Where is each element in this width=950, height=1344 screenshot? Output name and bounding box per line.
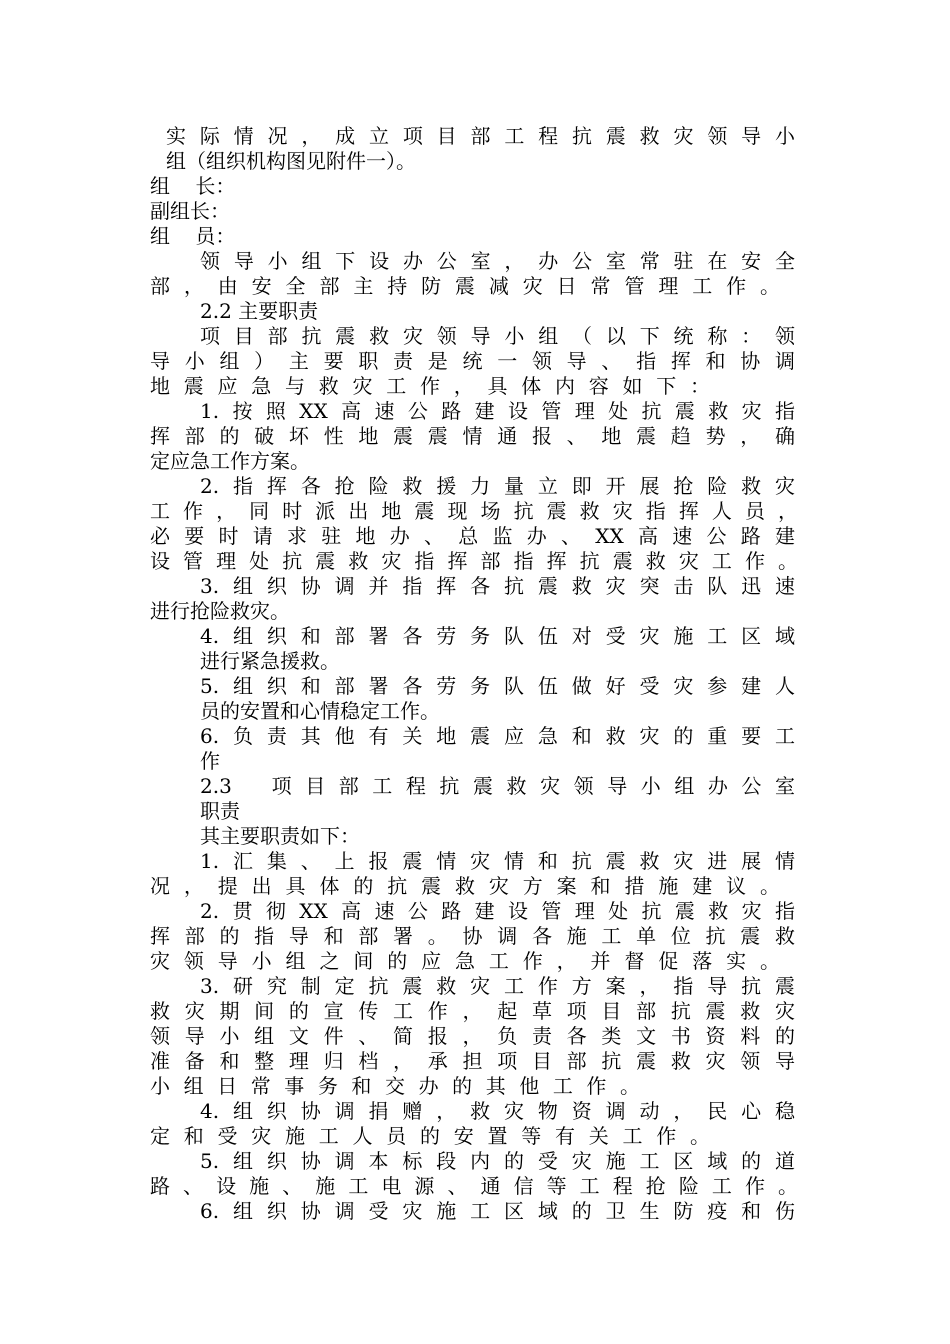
- text-line: 设管理处抗震救灾指挥部指挥抗震救灾工作。: [150, 549, 798, 573]
- text-line: 组 长：: [150, 174, 236, 198]
- text-line: 6.负责其他有关地震应急和救灾的重要工: [200, 724, 795, 748]
- text-line: 准备和整理归档，承担项目部抗震救灾领导: [150, 1049, 795, 1073]
- text-line: 救灾期间的宣传工作，起草项目部抗震救灾: [150, 999, 795, 1023]
- text-line: 5.组织协调本标段内的受灾施工区域的道: [200, 1149, 795, 1173]
- text-line: 地震应急与救灾工作，具体内容如下：: [150, 374, 710, 398]
- text-line: 进行紧急援救。: [200, 649, 340, 673]
- text-line: 组 员：: [150, 224, 236, 248]
- text-line: 定和受灾施工人员的安置等有关工作。: [150, 1124, 710, 1148]
- text-line: 2.贯彻XX高速公路建设管理处抗震救灾指: [200, 899, 795, 923]
- text-line: 作: [200, 749, 220, 773]
- text-line: 6.组织协调受灾施工区域的卫生防疫和伤: [200, 1199, 795, 1223]
- text-line: 导小组）主要职责是统一领导、指挥和协调: [150, 349, 795, 373]
- text-line: 4.组织协调捐赠，救灾物资调动，民心稳: [200, 1099, 795, 1123]
- text-line: 项目部抗震救灾领导小组（以下统称：领: [200, 324, 795, 348]
- text-line: 组（组织机构图见附件一）。: [166, 149, 416, 173]
- text-line: 3.研究制定抗震救灾工作方案，指导抗震: [200, 974, 795, 998]
- text-line: 3.组织协调并指挥各抗震救灾突击队迅速: [200, 574, 795, 598]
- text-line: 定应急工作方案。: [150, 449, 310, 473]
- text-line: 领导小组下设办公室，办公室常驻在安全: [200, 249, 795, 273]
- text-line: 2.指挥各抢险救援力量立即开展抢险救灾: [200, 474, 795, 498]
- section-heading: 职责: [200, 799, 240, 823]
- text-line: 灾领导小组之间的应急工作，并督促落实。: [150, 949, 780, 973]
- section-heading: 2.3 项目部工程抗震救灾领导小组办公室: [200, 774, 795, 798]
- text-line: 1.汇集、上报震情灾情和抗震救灾进展情: [200, 849, 795, 873]
- section-heading: 2.2 主要职责: [200, 299, 319, 323]
- text-line: 4.组织和部署各劳务队伍对受灾施工区域: [200, 624, 795, 648]
- text-line: 挥部的破坏性地震震情通报、地震趋势，确: [150, 424, 795, 448]
- text-line: 其主要职责如下：: [200, 824, 360, 848]
- text-line: 路、设施、施工电源、通信等工程抢险工作。: [150, 1174, 798, 1198]
- text-line: 况，提出具体的抗震救灾方案和措施建议。: [150, 874, 780, 898]
- text-line: 副组长：: [150, 199, 230, 223]
- text-line: 1.按照XX高速公路建设管理处抗震救灾指: [200, 399, 795, 423]
- text-line: 实际情况，成立项目部工程抗震救灾领导小: [166, 124, 795, 148]
- text-line: 挥部的指导和部署。协调各施工单位抗震救: [150, 924, 795, 948]
- text-line: 小组日常事务和交办的其他工作。: [150, 1074, 640, 1098]
- text-line: 领导小组文件、简报，负责各类文书资料的: [150, 1024, 795, 1048]
- text-line: 部，由安全部主持防震减灾日常管理工作。: [150, 274, 780, 298]
- text-line: 进行抢险救灾。: [150, 599, 290, 623]
- text-line: 员的安置和心情稳定工作。: [200, 699, 440, 723]
- text-line: 5.组织和部署各劳务队伍做好受灾参建人: [200, 674, 795, 698]
- text-line: 必要时请求驻地办、总监办、XX高速公路建: [150, 524, 795, 548]
- text-line: 工作，同时派出地震现场抗震救灾指挥人员，: [150, 499, 798, 523]
